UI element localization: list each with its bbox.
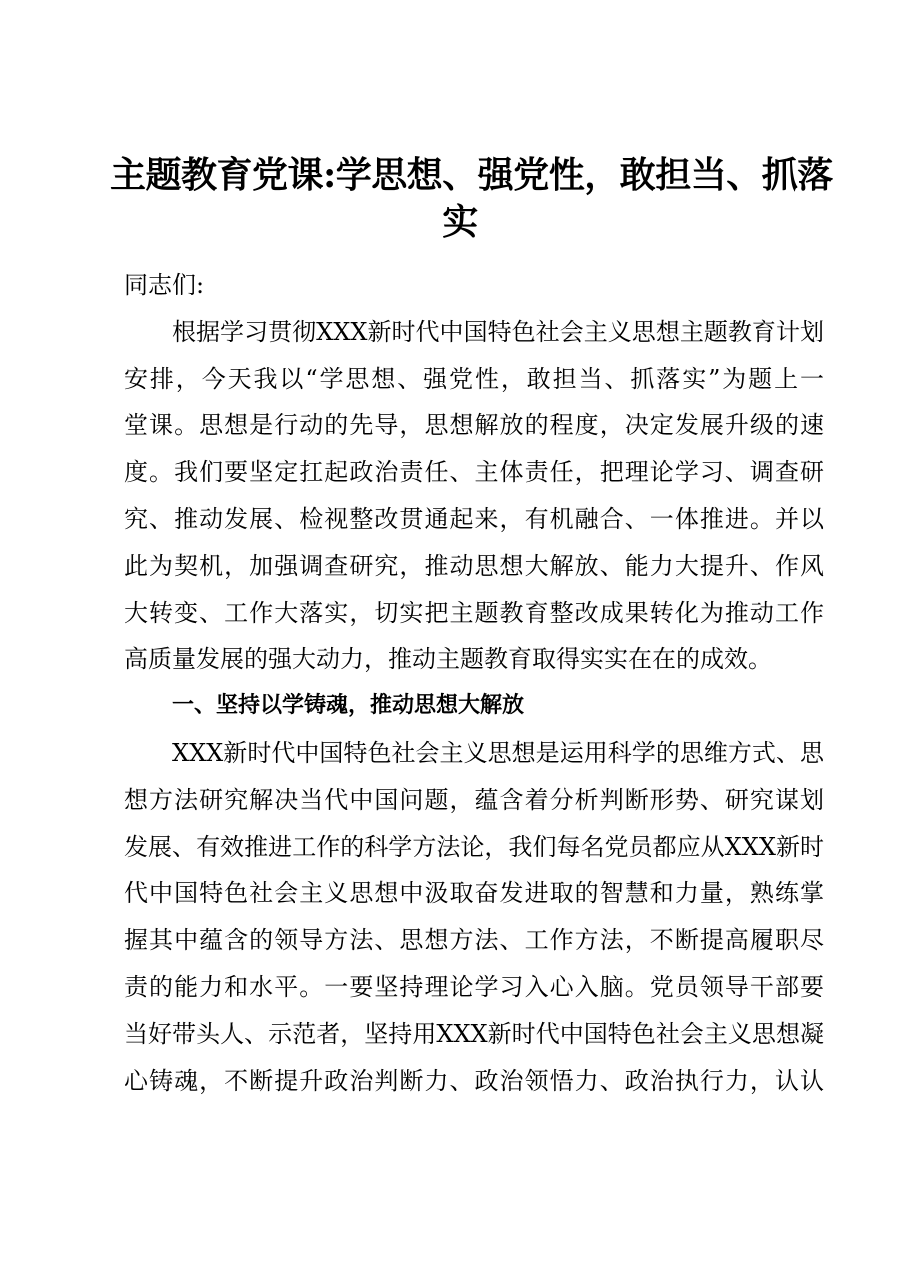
- paragraph-line: XXX新时代中国特色社会主义思想是运用科学的思维方式、思: [172, 738, 824, 767]
- paragraph-line: 心铸魂，不断提升政治判断力、政治领悟力、政治执行力，认认: [124, 1066, 824, 1095]
- section-paragraph: [124, 730, 824, 1104]
- paragraph-line: 究、推动发展、检视整改贯通起来，有机融合、一体推进。并以: [124, 504, 824, 533]
- paragraph-line: 发展、有效推进工作的科学方法论，我们每名党员都应从XXX新时: [124, 832, 824, 861]
- title-line-1: 主题教育党课:学思想、强党性，敢担当、抓落: [110, 154, 833, 196]
- paragraph-line: 高质量发展的强大动力，推动主题教育取得实实在在的成效。: [124, 645, 772, 674]
- salutation: 同志们:: [124, 271, 205, 299]
- paragraph-line: 当好带头人、示范者，坚持用XXX新时代中国特色社会主义思想凝: [124, 1019, 824, 1048]
- paragraph-line: 代中国特色社会主义思想中汲取奋发进取的智慧和力量，熟练掌: [124, 879, 824, 908]
- document-title: [110, 152, 833, 246]
- paragraph-line: 度。我们要坚定扛起政治责任、主体责任，把理论学习、调查研: [124, 458, 824, 487]
- intro-paragraph: [124, 309, 824, 683]
- paragraph-line: 责的能力和水平。一要坚持理论学习入心入脑。党员领导干部要: [124, 972, 824, 1001]
- paragraph-line: 大转变、工作大落实，切实把主题教育整改成果转化为推动工作: [124, 598, 824, 627]
- paragraph-line: 握其中蕴含的领导方法、思想方法、工作方法，不断提高履职尽: [124, 926, 824, 955]
- paragraph-line: 想方法研究解决当代中国问题，蕴含着分析判断形势、研究谋划: [124, 785, 824, 814]
- paragraph-line: 根据学习贯彻XXX新时代中国特色社会主义思想主题教育计划: [172, 317, 824, 346]
- paragraph-line: 此为契机，加强调查研究，推动思想大解放、能力大提升、作风: [124, 551, 824, 580]
- paragraph-line: 安排，今天我以“学思想、强党性，敢担当、抓落实”为题上一: [124, 364, 824, 393]
- document-body: [124, 262, 824, 1104]
- section-heading: 一、坚持以学铸魂，推动思想大解放: [172, 693, 525, 719]
- title-line-2: 实: [442, 201, 478, 243]
- paragraph-line: 堂课。思想是行动的先导，思想解放的程度，决定发展升级的速: [124, 411, 824, 440]
